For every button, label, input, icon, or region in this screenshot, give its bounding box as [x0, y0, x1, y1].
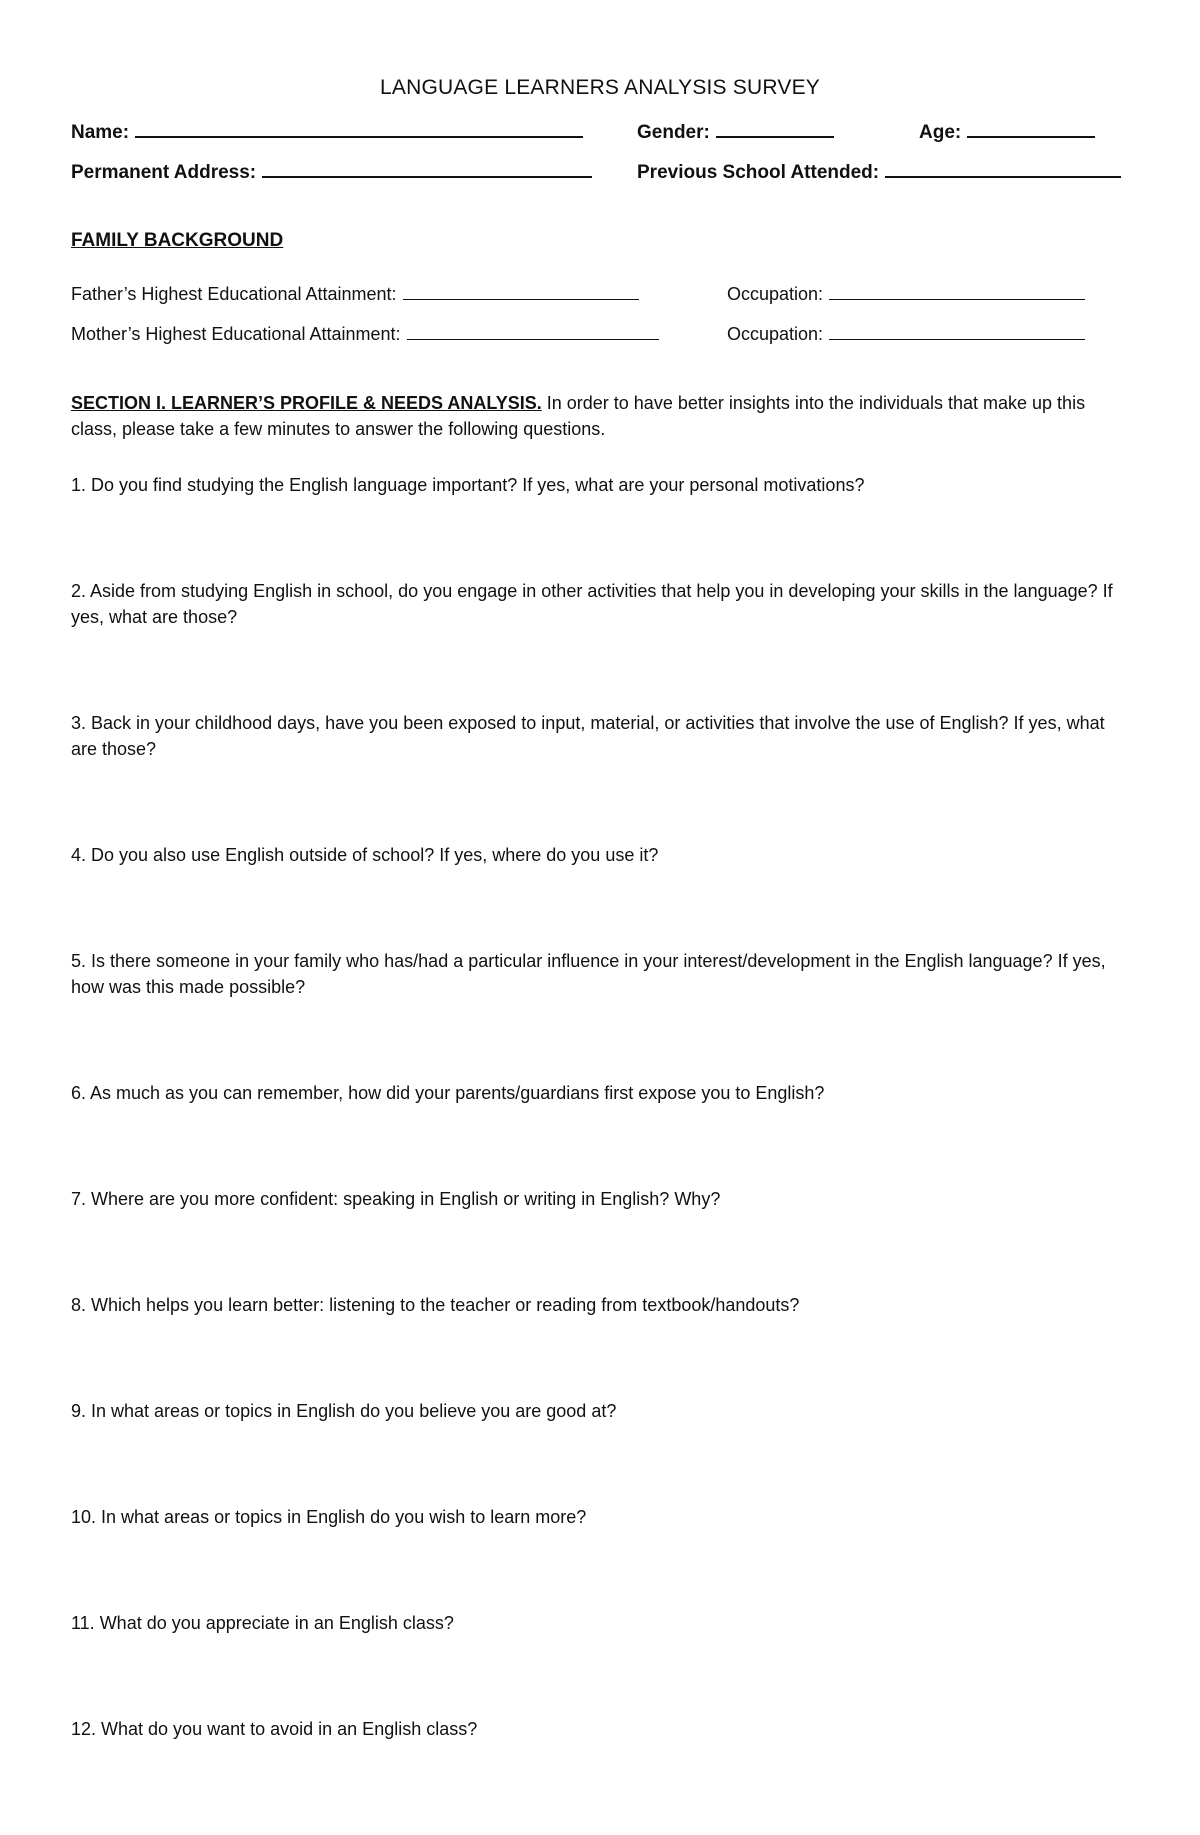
section-1-heading: SECTION I. LEARNER’S PROFILE & NEEDS ANALYSIS. [71, 393, 542, 413]
question-3: 3. Back in your childhood days, have you been exposed to input, material, or activities that involve the use of English? If yes, what are those? [71, 713, 1105, 759]
previous-school-label: Previous School Attended: [637, 162, 880, 183]
mother-education-label: Mother’s Highest Educational Attainment: [71, 324, 401, 344]
gender-blank[interactable] [716, 122, 834, 138]
section-1-intro [71, 390, 1131, 442]
address-label: Permanent Address: [71, 162, 257, 183]
mother-occupation-label: Occupation: [727, 324, 824, 344]
question-2: 2. Aside from studying English in school, do you engage in other activities that help you in developing your skills in the language? If yes, what are those? [71, 581, 1113, 627]
question-9: 9. In what areas or topics in English do you believe you are good at? [71, 1401, 617, 1421]
age-label: Age: [919, 122, 962, 143]
question-8: 8. Which helps you learn better: listening to the teacher or reading from textbook/handouts? [71, 1295, 800, 1315]
father-occupation-blank[interactable] [829, 285, 1085, 300]
father-education-field[interactable] [71, 284, 639, 305]
gender-field[interactable] [637, 122, 834, 144]
name-label: Name: [71, 122, 130, 143]
question-6: 6. As much as you can remember, how did your parents/guardians first expose you to English? [71, 1083, 825, 1103]
question-11: 11. What do you appreciate in an English class? [71, 1613, 454, 1633]
father-occupation-label: Occupation: [727, 284, 824, 304]
personal-info-row-2 [71, 162, 1131, 188]
previous-school-blank[interactable] [885, 162, 1121, 178]
father-occupation-field[interactable] [727, 284, 1085, 305]
personal-info-row-1 [71, 122, 1131, 148]
mother-education-field[interactable] [71, 324, 659, 345]
address-blank[interactable] [262, 162, 592, 178]
gender-label: Gender: [637, 122, 710, 143]
mother-row [71, 324, 1131, 350]
question-12: 12. What do you want to avoid in an English class? [71, 1719, 478, 1739]
mother-occupation-blank[interactable] [829, 325, 1085, 340]
question-5: 5. Is there someone in your family who has/had a particular influence in your interest/development in the English language? If yes, how was this made possible? [71, 951, 1106, 997]
father-education-blank[interactable] [403, 285, 639, 300]
address-field[interactable] [71, 162, 592, 184]
mother-occupation-field[interactable] [727, 324, 1085, 345]
question-1: 1. Do you find studying the English language important? If yes, what are your personal motivations? [71, 475, 865, 495]
family-background-heading: FAMILY BACKGROUND [71, 230, 284, 251]
question-7: 7. Where are you more confident: speaking in English or writing in English? Why? [71, 1189, 721, 1209]
section-1-instructions: In order to have better insights into the individuals that make up this class, please take a few minutes to answer the following questions. [71, 393, 1086, 439]
question-4: 4. Do you also use English outside of school? If yes, where do you use it? [71, 845, 659, 865]
name-blank[interactable] [135, 122, 583, 138]
age-field[interactable] [919, 122, 1095, 144]
previous-school-field[interactable] [637, 162, 1121, 184]
father-row [71, 284, 1131, 310]
question-10: 10. In what areas or topics in English do you wish to learn more? [71, 1507, 587, 1527]
name-field[interactable] [71, 122, 583, 144]
age-blank[interactable] [967, 122, 1095, 138]
page-title: LANGUAGE LEARNERS ANALYSIS SURVEY [380, 76, 820, 99]
father-education-label: Father’s Highest Educational Attainment: [71, 284, 397, 304]
mother-education-blank[interactable] [407, 325, 659, 340]
